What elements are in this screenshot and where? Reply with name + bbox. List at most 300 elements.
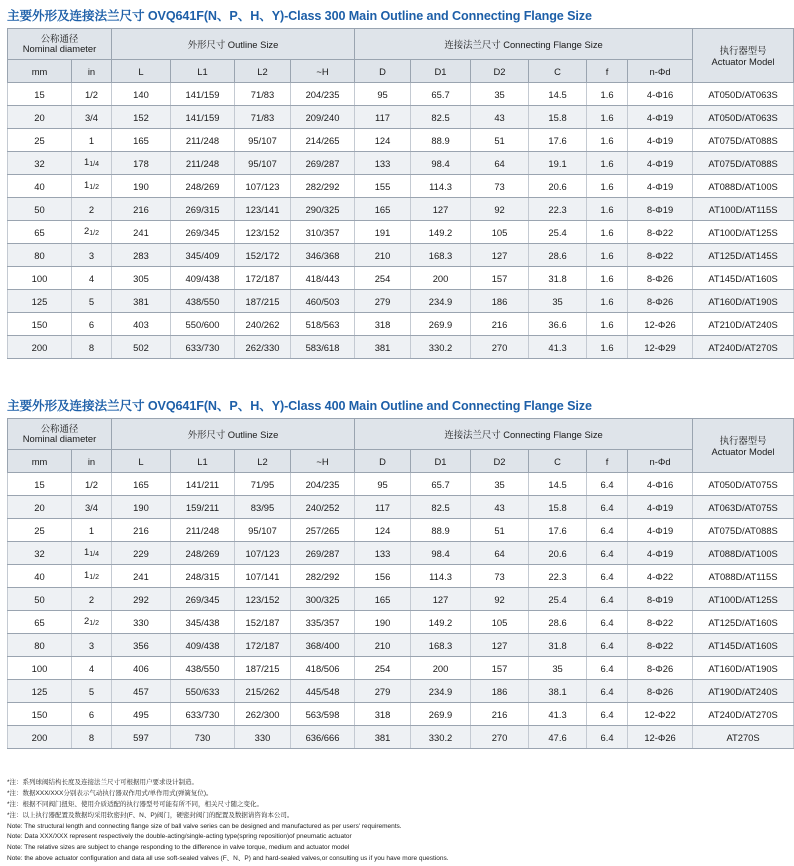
inch-whole: 2 (84, 225, 90, 236)
actuator-model-header (693, 29, 794, 83)
cell-c: 35 (529, 657, 587, 680)
cell-mm: 15 (8, 473, 72, 496)
cell-mm: 25 (8, 129, 72, 152)
cell-f: 6.4 (587, 496, 628, 519)
cell-c: 17.6 (529, 519, 587, 542)
cell-f: 6.4 (587, 634, 628, 657)
table-row (8, 244, 794, 267)
column-header: in (72, 450, 112, 473)
cell-in: 6 (72, 313, 112, 336)
cell-l1: 730 (171, 726, 235, 749)
cell-d1: 149.2 (411, 221, 471, 244)
cell-n: 8-Φ19 (628, 588, 693, 611)
cell-c: 20.6 (529, 542, 587, 565)
cell-d: 95 (355, 83, 411, 106)
nominal-diameter-en: Nominal diameter (22, 433, 97, 444)
cell-d1: 88.9 (411, 129, 471, 152)
cell-mm: 25 (8, 519, 72, 542)
cell-l: 190 (112, 175, 171, 198)
column-header: D2 (471, 60, 529, 83)
cell-c: 31.8 (529, 267, 587, 290)
cell-mm: 80 (8, 244, 72, 267)
cell-l2: 172/187 (235, 634, 291, 657)
inch-whole: 2 (84, 615, 90, 626)
cell-mm: 40 (8, 565, 72, 588)
cell-l1: 409/438 (171, 267, 235, 290)
cell-d: 318 (355, 703, 411, 726)
cell-d2: 127 (471, 244, 529, 267)
cell-d2: 43 (471, 496, 529, 519)
class300-title: 主要外形及连接法兰尺寸 OVQ641F(N、P、H、Y)-Class 300 Main Outline and Connecting Flange Size (7, 9, 592, 23)
cell-c: 31.8 (529, 634, 587, 657)
cell-l1: 269/315 (171, 198, 235, 221)
cell-n: 8-Φ26 (628, 657, 693, 680)
cell-l2: 152/187 (235, 611, 291, 634)
cell-l2: 71/83 (235, 83, 291, 106)
cell-d1: 200 (411, 657, 471, 680)
cell-f: 6.4 (587, 703, 628, 726)
cell-mm: 32 (8, 542, 72, 565)
note-line: *注：数据XXX/XXX分别表示气动执行器双作用式/单作用式(弹簧复位)。 (7, 789, 213, 797)
column-header: L1 (171, 450, 235, 473)
cell-l1: 550/600 (171, 313, 235, 336)
cell-f: 1.6 (587, 267, 628, 290)
cell-l: 140 (112, 83, 171, 106)
cell-d: 190 (355, 611, 411, 634)
cell-n: 4-Φ19 (628, 106, 693, 129)
column-header: L (112, 60, 171, 83)
table-row (8, 611, 794, 634)
cell-l: 457 (112, 680, 171, 703)
cell-in: 4 (72, 267, 112, 290)
cell-d: 254 (355, 657, 411, 680)
table-row (8, 634, 794, 657)
cell-l1: 550/633 (171, 680, 235, 703)
cell-f: 1.6 (587, 244, 628, 267)
cell-d: 155 (355, 175, 411, 198)
cell-in: 3/4 (72, 496, 112, 519)
column-header: f (587, 450, 628, 473)
cell-act: AT210D/AT240S (693, 313, 794, 336)
notes (7, 778, 733, 865)
inch-fraction: 1/2 (89, 184, 99, 191)
cell-l1: 269/345 (171, 221, 235, 244)
table-row (8, 290, 794, 313)
cell-act: AT075D/AT088S (693, 129, 794, 152)
cell-f: 1.6 (587, 106, 628, 129)
flange-size-header: 连接法兰尺寸 Connecting Flange Size (355, 29, 693, 60)
cell-in: 2 (72, 588, 112, 611)
cell-h: 518/563 (291, 313, 355, 336)
cell-f: 1.6 (587, 290, 628, 313)
inch-fraction: 1/2 (89, 230, 99, 237)
cell-l2: 172/187 (235, 267, 291, 290)
cell-c: 22.3 (529, 565, 587, 588)
column-header: n-Φd (628, 60, 693, 83)
cell-l2: 71/83 (235, 106, 291, 129)
actuator-model-header (693, 419, 794, 473)
table-row (8, 129, 794, 152)
cell-l: 165 (112, 473, 171, 496)
cell-c: 38.1 (529, 680, 587, 703)
cell-l2: 123/152 (235, 221, 291, 244)
cell-d: 381 (355, 336, 411, 359)
column-header: D2 (471, 450, 529, 473)
cell-c: 28.6 (529, 611, 587, 634)
cell-f: 6.4 (587, 542, 628, 565)
cell-h: 269/287 (291, 152, 355, 175)
cell-c: 41.3 (529, 703, 587, 726)
cell-d1: 200 (411, 267, 471, 290)
cell-c: 36.6 (529, 313, 587, 336)
cell-h: 418/506 (291, 657, 355, 680)
cell-n: 12-Φ26 (628, 313, 693, 336)
cell-l1: 141/159 (171, 83, 235, 106)
cell-f: 6.4 (587, 680, 628, 703)
cell-in: 6 (72, 703, 112, 726)
cell-d2: 51 (471, 129, 529, 152)
cell-d1: 98.4 (411, 542, 471, 565)
cell-l: 403 (112, 313, 171, 336)
cell-n: 8-Φ22 (628, 634, 693, 657)
table-row (8, 221, 794, 244)
cell-l: 381 (112, 290, 171, 313)
cell-f: 1.6 (587, 152, 628, 175)
cell-h: 335/357 (291, 611, 355, 634)
cell-l: 216 (112, 519, 171, 542)
cell-l: 356 (112, 634, 171, 657)
cell-d: 165 (355, 588, 411, 611)
cell-mm: 125 (8, 680, 72, 703)
cell-h: 204/235 (291, 473, 355, 496)
cell-l: 292 (112, 588, 171, 611)
cell-d: 381 (355, 726, 411, 749)
class300-table (7, 28, 794, 359)
table-row (8, 175, 794, 198)
cell-act: AT160D/AT190S (693, 657, 794, 680)
column-header: L2 (235, 60, 291, 83)
cell-d1: 114.3 (411, 565, 471, 588)
cell-l2: 262/330 (235, 336, 291, 359)
cell-act: AT145D/AT160S (693, 267, 794, 290)
cell-c: 47.6 (529, 726, 587, 749)
cell-l2: 107/123 (235, 175, 291, 198)
cell-h: 282/292 (291, 175, 355, 198)
column-header: mm (8, 450, 72, 473)
cell-in: 3 (72, 634, 112, 657)
note-line: Note: Data XXX/XXX represent respectively the double-acting/single-acting type(spring reposition)of pneumatic actuator (7, 833, 352, 841)
cell-l1: 409/438 (171, 634, 235, 657)
cell-h: 368/400 (291, 634, 355, 657)
cell-in: 1/2 (72, 473, 112, 496)
column-header: n-Φd (628, 450, 693, 473)
cell-h: 269/287 (291, 542, 355, 565)
column-header: f (587, 60, 628, 83)
cell-d2: 157 (471, 267, 529, 290)
column-header: D1 (411, 450, 471, 473)
cell-l2: 215/262 (235, 680, 291, 703)
cell-d: 133 (355, 152, 411, 175)
cell-in: 3/4 (72, 106, 112, 129)
table-row (8, 680, 794, 703)
cell-d: 191 (355, 221, 411, 244)
cell-n: 8-Φ22 (628, 244, 693, 267)
cell-d2: 51 (471, 519, 529, 542)
inch-fraction: 1/4 (89, 551, 99, 558)
cell-d2: 186 (471, 290, 529, 313)
cell-h: 310/357 (291, 221, 355, 244)
cell-n: 4-Φ19 (628, 175, 693, 198)
cell-mm: 150 (8, 313, 72, 336)
cell-in: 8 (72, 336, 112, 359)
cell-d1: 82.5 (411, 496, 471, 519)
cell-l1: 159/211 (171, 496, 235, 519)
cell-f: 6.4 (587, 588, 628, 611)
cell-l: 305 (112, 267, 171, 290)
cell-l: 406 (112, 657, 171, 680)
column-header: ~H (291, 450, 355, 473)
table-row (8, 106, 794, 129)
note-line: *注：以上执行器配置及数据均采用软密封(F、N、P)阀门，硬密封阀门的配置及数据请咨询本公司。 (7, 811, 294, 819)
cell-c: 25.4 (529, 588, 587, 611)
cell-c: 15.8 (529, 496, 587, 519)
cell-c: 15.8 (529, 106, 587, 129)
cell-l2: 123/141 (235, 198, 291, 221)
cell-mm: 100 (8, 657, 72, 680)
cell-d1: 234.9 (411, 680, 471, 703)
cell-l1: 248/269 (171, 542, 235, 565)
cell-d1: 114.3 (411, 175, 471, 198)
cell-act: AT125D/AT160S (693, 611, 794, 634)
cell-c: 17.6 (529, 129, 587, 152)
actuator-model-cn: 执行器型号 (719, 44, 767, 56)
cell-act: AT145D/AT160S (693, 634, 794, 657)
table-row (8, 726, 794, 749)
cell-in: 4 (72, 657, 112, 680)
actuator-model-en: Actuator Model (711, 55, 775, 67)
cell-l1: 269/345 (171, 588, 235, 611)
cell-n: 12-Φ22 (628, 703, 693, 726)
inch-whole: 1 (84, 179, 90, 190)
nominal-diameter-header (8, 419, 112, 450)
cell-d: 210 (355, 634, 411, 657)
cell-f: 6.4 (587, 611, 628, 634)
cell-n: 4-Φ19 (628, 542, 693, 565)
cell-n: 8-Φ26 (628, 290, 693, 313)
cell-act: AT075D/AT088S (693, 152, 794, 175)
cell-n: 12-Φ29 (628, 336, 693, 359)
cell-h: 346/368 (291, 244, 355, 267)
cell-h: 290/325 (291, 198, 355, 221)
column-header: in (72, 60, 112, 83)
cell-d2: 216 (471, 703, 529, 726)
cell-l2: 152/172 (235, 244, 291, 267)
cell-l: 216 (112, 198, 171, 221)
cell-l2: 187/215 (235, 290, 291, 313)
cell-mm: 200 (8, 726, 72, 749)
cell-d1: 330.2 (411, 336, 471, 359)
cell-mm: 150 (8, 703, 72, 726)
cell-mm: 65 (8, 221, 72, 244)
cell-l1: 141/211 (171, 473, 235, 496)
cell-f: 1.6 (587, 83, 628, 106)
cell-mm: 80 (8, 634, 72, 657)
cell-mm: 200 (8, 336, 72, 359)
cell-l1: 141/159 (171, 106, 235, 129)
cell-in (72, 152, 112, 175)
cell-n: 4-Φ16 (628, 83, 693, 106)
cell-d1: 127 (411, 198, 471, 221)
cell-act: AT075D/AT088S (693, 519, 794, 542)
cell-l2: 83/95 (235, 496, 291, 519)
cell-d1: 65.7 (411, 473, 471, 496)
cell-n: 8-Φ26 (628, 267, 693, 290)
cell-l: 165 (112, 129, 171, 152)
cell-f: 1.6 (587, 336, 628, 359)
cell-l1: 633/730 (171, 703, 235, 726)
cell-d1: 168.3 (411, 244, 471, 267)
cell-h: 300/325 (291, 588, 355, 611)
cell-n: 4-Φ19 (628, 519, 693, 542)
column-header: C (529, 60, 587, 83)
cell-l2: 240/262 (235, 313, 291, 336)
cell-n: 8-Φ22 (628, 611, 693, 634)
table-row (8, 313, 794, 336)
cell-l: 190 (112, 496, 171, 519)
inch-fraction: 1/4 (89, 161, 99, 168)
cell-mm: 65 (8, 611, 72, 634)
cell-d1: 234.9 (411, 290, 471, 313)
cell-in (72, 221, 112, 244)
note-line: Note: The structural length and connecting flange size of ball valve series can be designed and manufactured as per users' requirements. (7, 822, 402, 830)
cell-act: AT088D/AT100S (693, 175, 794, 198)
cell-f: 1.6 (587, 198, 628, 221)
cell-d1: 65.7 (411, 83, 471, 106)
cell-d1: 127 (411, 588, 471, 611)
class400-title: 主要外形及连接法兰尺寸 OVQ641F(N、P、H、Y)-Class 400 Main Outline and Connecting Flange Size (7, 399, 592, 413)
column-header: L1 (171, 60, 235, 83)
cell-d2: 64 (471, 152, 529, 175)
cell-l2: 330 (235, 726, 291, 749)
cell-in: 3 (72, 244, 112, 267)
nominal-diameter-cn: 公称通径 (40, 423, 79, 434)
cell-act: AT063D/AT075S (693, 496, 794, 519)
inch-fraction: 1/2 (89, 574, 99, 581)
class400-table (7, 418, 794, 749)
cell-in: 8 (72, 726, 112, 749)
cell-d2: 43 (471, 106, 529, 129)
cell-n: 4-Φ19 (628, 496, 693, 519)
cell-c: 35 (529, 290, 587, 313)
cell-l2: 95/107 (235, 519, 291, 542)
cell-n: 8-Φ26 (628, 680, 693, 703)
cell-l2: 123/152 (235, 588, 291, 611)
note-line: *注：系列球阀结构长度及连接法兰尺寸可根据用户要求设计制造。 (7, 779, 199, 786)
cell-l2: 107/123 (235, 542, 291, 565)
cell-act: AT270S (693, 726, 794, 749)
cell-n: 4-Φ19 (628, 152, 693, 175)
outline-size-header: 外形尺寸 Outline Size (112, 419, 355, 450)
cell-d: 133 (355, 542, 411, 565)
cell-act: AT100D/AT125S (693, 221, 794, 244)
cell-f: 1.6 (587, 221, 628, 244)
cell-l1: 248/269 (171, 175, 235, 198)
cell-c: 20.6 (529, 175, 587, 198)
cell-mm: 50 (8, 198, 72, 221)
inch-whole: 1 (84, 569, 90, 580)
cell-h: 563/598 (291, 703, 355, 726)
cell-h: 204/235 (291, 83, 355, 106)
cell-d: 318 (355, 313, 411, 336)
cell-in (72, 565, 112, 588)
cell-act: AT050D/AT063S (693, 106, 794, 129)
flange-size-header: 连接法兰尺寸 Connecting Flange Size (355, 419, 693, 450)
cell-l1: 438/550 (171, 290, 235, 313)
cell-l: 495 (112, 703, 171, 726)
cell-n: 4-Φ22 (628, 565, 693, 588)
cell-c: 22.3 (529, 198, 587, 221)
cell-h: 460/503 (291, 290, 355, 313)
cell-l: 241 (112, 565, 171, 588)
cell-d1: 98.4 (411, 152, 471, 175)
cell-n: 4-Φ19 (628, 129, 693, 152)
cell-l1: 211/248 (171, 152, 235, 175)
cell-d2: 92 (471, 198, 529, 221)
cell-f: 6.4 (587, 726, 628, 749)
cell-act: AT190D/AT240S (693, 680, 794, 703)
cell-d2: 105 (471, 221, 529, 244)
nominal-diameter-en: Nominal diameter (22, 43, 97, 54)
cell-mm: 20 (8, 496, 72, 519)
cell-d2: 35 (471, 473, 529, 496)
cell-mm: 15 (8, 83, 72, 106)
cell-c: 19.1 (529, 152, 587, 175)
cell-d: 124 (355, 129, 411, 152)
cell-l: 283 (112, 244, 171, 267)
cell-mm: 40 (8, 175, 72, 198)
nominal-diameter-header (8, 29, 112, 60)
cell-c: 25.4 (529, 221, 587, 244)
cell-h: 583/618 (291, 336, 355, 359)
cell-d2: 92 (471, 588, 529, 611)
cell-f: 1.6 (587, 175, 628, 198)
cell-act: AT125D/AT145S (693, 244, 794, 267)
cell-h: 282/292 (291, 565, 355, 588)
cell-l1: 438/550 (171, 657, 235, 680)
cell-h: 636/666 (291, 726, 355, 749)
cell-act: AT100D/AT125S (693, 588, 794, 611)
cell-n: 8-Φ19 (628, 198, 693, 221)
cell-h: 257/265 (291, 519, 355, 542)
cell-d: 279 (355, 290, 411, 313)
cell-l2: 95/107 (235, 129, 291, 152)
cell-d1: 149.2 (411, 611, 471, 634)
cell-d: 117 (355, 496, 411, 519)
actuator-model-cn: 执行器型号 (719, 434, 767, 446)
cell-h: 445/548 (291, 680, 355, 703)
cell-d1: 330.2 (411, 726, 471, 749)
cell-d2: 157 (471, 657, 529, 680)
cell-in: 5 (72, 680, 112, 703)
cell-in (72, 175, 112, 198)
cell-in (72, 611, 112, 634)
cell-act: AT050D/AT075S (693, 473, 794, 496)
cell-l2: 262/300 (235, 703, 291, 726)
cell-d1: 168.3 (411, 634, 471, 657)
cell-n: 12-Φ26 (628, 726, 693, 749)
cell-d2: 270 (471, 336, 529, 359)
cell-l2: 95/107 (235, 152, 291, 175)
